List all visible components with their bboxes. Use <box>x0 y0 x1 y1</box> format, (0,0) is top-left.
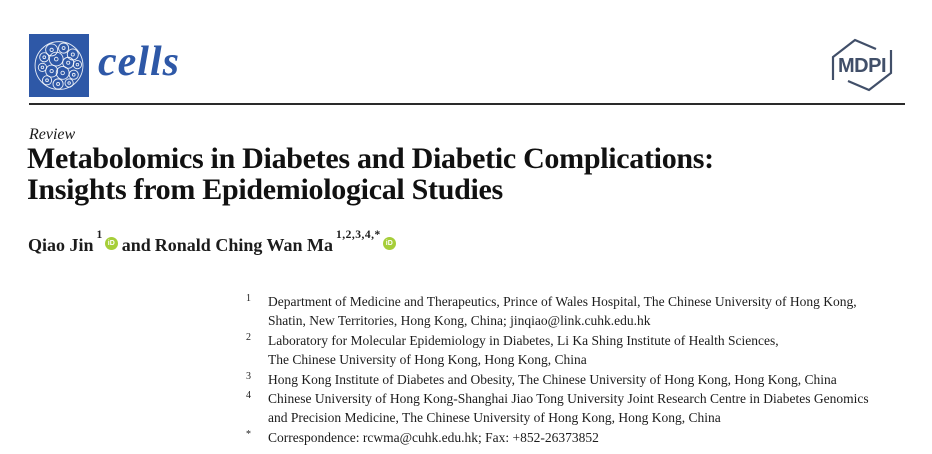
affiliation-text: The Chinese University of Hong Kong, Hong Kong, China <box>268 352 587 368</box>
journal-wordmark: cells <box>98 39 180 85</box>
correspondence-marker: * <box>246 428 251 440</box>
mdpi-logo[interactable] <box>830 36 894 94</box>
author2-name: Ronald Ching Wan Ma <box>154 235 334 255</box>
header-divider <box>29 103 905 105</box>
affiliation-marker: 3 <box>246 370 251 382</box>
correspondence-email-link[interactable]: rcwma@cuhk.edu.hk <box>362 429 478 445</box>
affiliation-text: and Precision Medicine, The Chinese University of Hong Kong, Hong Kong, China <box>268 410 721 426</box>
cells-journal-logo[interactable] <box>29 34 89 97</box>
article-title-line2: Insights from Epidemiological Studies <box>27 173 503 206</box>
orcid-icon[interactable]: iD <box>105 237 118 250</box>
affiliation-marker: 2 <box>246 331 251 343</box>
correspondence-text <box>268 428 918 447</box>
correspondence-fax: ; Fax: +852-26373852 <box>478 429 599 445</box>
author1-name: Qiao Jin <box>28 235 94 255</box>
author2-affiliation-sup: 1,2,3,4,* <box>336 229 381 241</box>
affiliation-text: Hong Kong Institute of Diabetes and Obesity, The Chinese University of Hong Kong, Hong Kong, China <box>268 371 837 387</box>
author1-affiliation-sup: 1 <box>96 229 103 241</box>
affiliation-marker: 4 <box>246 390 251 402</box>
affiliation-row <box>246 370 918 389</box>
cells-logo-icon <box>31 37 87 95</box>
affiliation-row <box>246 292 918 331</box>
orcid-icon[interactable]: iD <box>383 237 396 250</box>
author-email-link[interactable]: jinqiao@link.cuhk.edu.hk <box>510 313 651 329</box>
affiliation-text: Department of Medicine and Therapeutics, Prince of Wales Hospital, The Chinese University of Hong Kong, <box>268 294 857 309</box>
affiliation-text: Laboratory for Molecular Epidemiology in Diabetes, Li Ka Shing Institute of Health Sciences, <box>268 332 779 348</box>
correspondence-label: Correspondence: <box>268 429 363 445</box>
affiliation-text <box>268 311 918 330</box>
affiliation-text: Chinese University of Hong Kong-Shanghai Jiao Tong University Joint Research Centre in Diabetes Genomics <box>268 391 869 407</box>
affiliation-text: Shatin, New Territories, Hong Kong, China; <box>268 313 511 329</box>
affiliations-block <box>246 292 918 447</box>
article-type-label: Review <box>29 126 76 143</box>
authors-connector: and <box>121 235 151 255</box>
authors-line <box>28 229 396 256</box>
article-title <box>27 143 867 205</box>
affiliation-row <box>246 331 918 370</box>
article-title-line1: Metabolomics in Diabetes and Diabetic Complications: <box>27 142 714 175</box>
mdpi-logo-label: MDPI <box>838 55 886 77</box>
correspondence-row <box>246 428 918 447</box>
affiliation-row <box>246 389 918 428</box>
affiliation-marker: 1 <box>246 293 251 304</box>
